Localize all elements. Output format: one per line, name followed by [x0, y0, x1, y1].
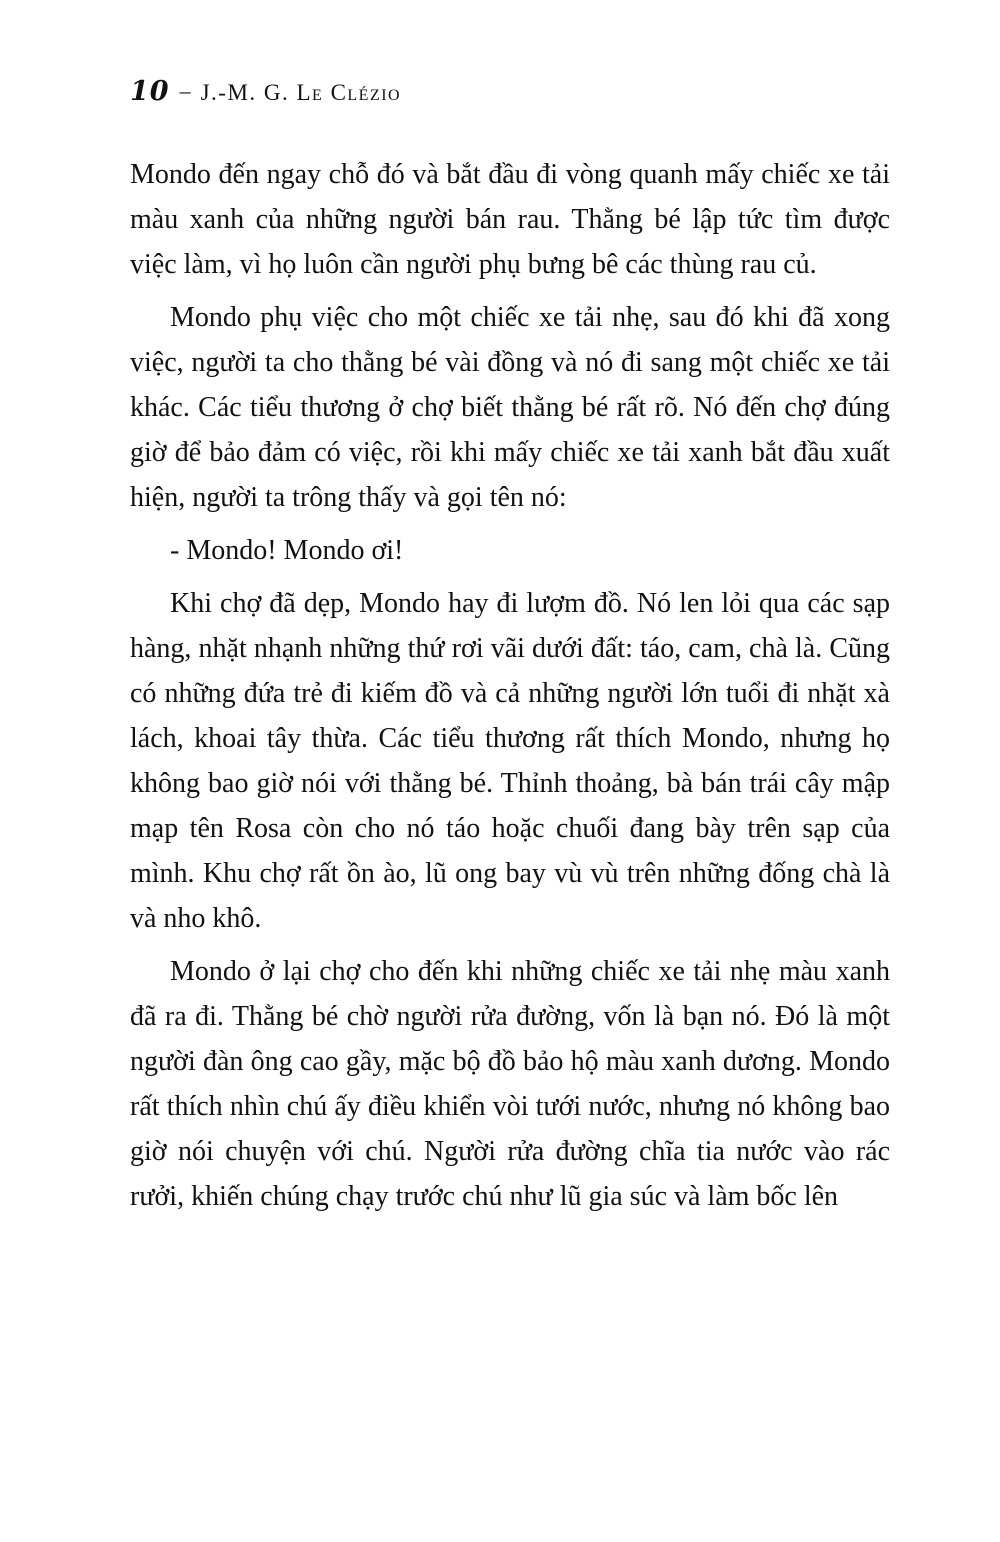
- page-header: [130, 76, 401, 107]
- dialogue-line: - Mondo! Mondo ơi!: [170, 535, 404, 566]
- page-body-text: [130, 152, 890, 1227]
- page-number: 10: [130, 76, 170, 107]
- paragraph: Mondo ở lại chợ cho đến khi những chiếc xe tải nhẹ màu xanh đã ra đi. Thằng bé chờ người rửa đường, vốn là bạn nó. Đó là một người đàn ông cao gầy, mặc bộ đồ bảo hộ màu xanh dương. Mondo rất thích nhìn chú ấy điều khiển vòi tưới nước, nhưng nó không bao giờ nói chuyện với chú. Người rửa đường chĩa tia nước vào rác rưởi, khiến chúng chạy trước chú như lũ gia súc và làm bốc lên: [130, 956, 890, 1212]
- paragraph: Mondo phụ việc cho một chiếc xe tải nhẹ, sau đó khi đã xong việc, người ta cho thằng bé vài đồng và nó đi sang một chiếc xe tải khác. Các tiểu thương ở chợ biết thằng bé rất rõ. Nó đến chợ đúng giờ để bảo đảm có việc, rồi khi mấy chiếc xe tải xanh bắt đầu xuất hiện, người ta trông thấy và gọi tên nó:: [130, 302, 890, 513]
- author-name: J.-M. G. Le Clézio: [200, 80, 402, 105]
- paragraph: Khi chợ đã dẹp, Mondo hay đi lượm đồ. Nó len lỏi qua các sạp hàng, nhặt nhạnh những thứ rơi vãi dưới đất: táo, cam, chà là. Cũng có những đứa trẻ đi kiếm đồ và cả những người lớn tuổi đi nhặt xà lách, khoai tây thừa. Các tiểu thương rất thích Mondo, nhưng họ không bao giờ nói với thằng bé. Thỉnh thoảng, bà bán trái cây mập mạp tên Rosa còn cho nó táo hoặc chuối đang bày trên sạp của mình. Khu chợ rất ồn ào, lũ ong bay vù vù trên những đống chà là và nho khô.: [130, 588, 890, 934]
- paragraph: Mondo đến ngay chỗ đó và bắt đầu đi vòng quanh mấy chiếc xe tải màu xanh của những người bán rau. Thằng bé lập tức tìm được việc làm, vì họ luôn cần người phụ bưng bê các thùng rau củ.: [130, 159, 890, 280]
- header-separator: –: [179, 78, 191, 103]
